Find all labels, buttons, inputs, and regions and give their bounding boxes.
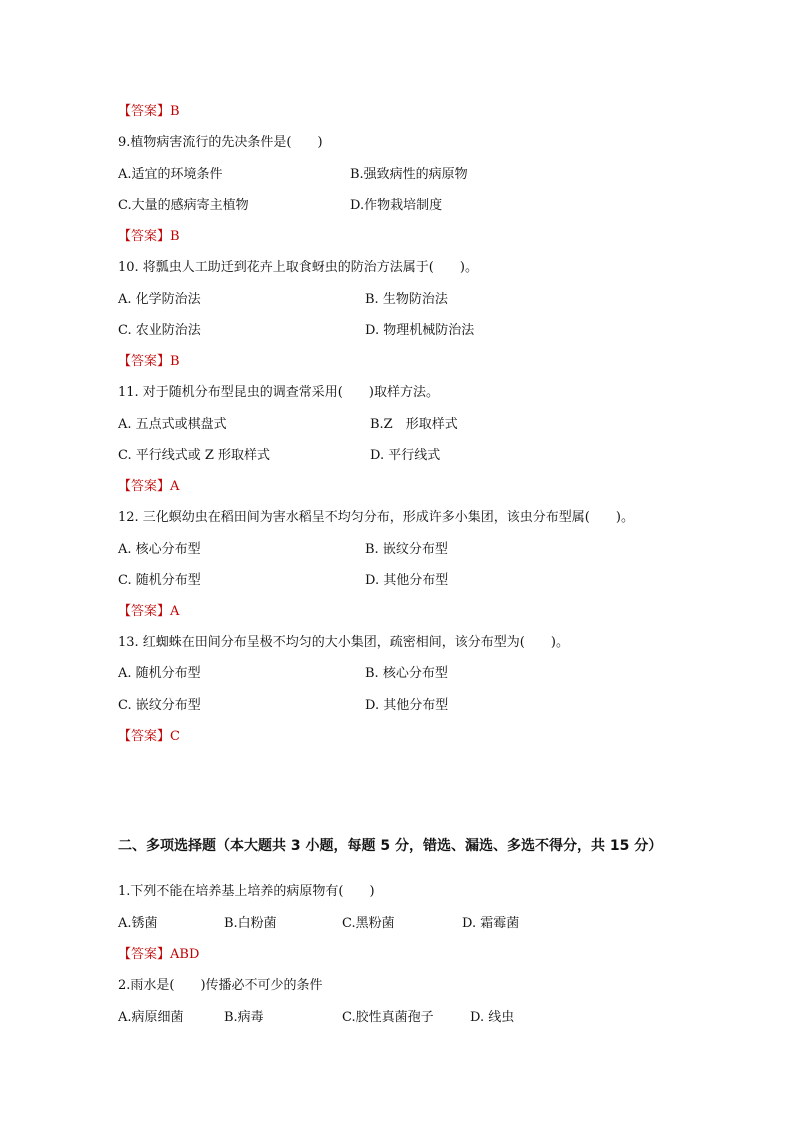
mc1-option-b: B.白粉菌	[224, 916, 277, 931]
q9-option-a: A.适宜的环境条件	[118, 167, 223, 182]
q12-option-b: B. 嵌纹分布型	[365, 542, 448, 557]
q11-option-c: C. 平行线式或 Z 形取样式	[118, 448, 271, 463]
q11-option-b: B.Z 形取样式	[370, 417, 458, 432]
section-heading-multiple-choice: 二、多项选择题（本大题共 3 小题，每题 5 分，错选、漏选、多选不得分，共 15 分）	[118, 838, 663, 854]
q12-option-a: A. 核心分布型	[118, 542, 201, 557]
question-12-stem: 12. 三化螟幼虫在稻田间为害水稻呈不均匀分布，形成许多小集团，该虫分布型属( )。	[118, 510, 634, 525]
q13-option-d: D. 其他分布型	[365, 698, 449, 713]
q9-option-b: B.强致病性的病原物	[350, 167, 468, 182]
question-11-stem: 11. 对于随机分布型昆虫的调查常采用( )取样方法。	[118, 385, 439, 400]
answer-q13: 【答案】C	[118, 729, 180, 744]
mc2-option-c: C.胶性真菌孢子	[342, 1010, 434, 1025]
mc2-option-d: D. 线虫	[470, 1010, 515, 1025]
answer-q9: 【答案】B	[118, 229, 180, 244]
mc1-option-c: C.黑粉菌	[342, 916, 395, 931]
q13-option-b: B. 核心分布型	[365, 666, 448, 681]
q10-option-b: B. 生物防治法	[365, 292, 448, 307]
mc1-option-d: D. 霜霉菌	[462, 916, 520, 931]
mc1-option-a: A.锈菌	[118, 916, 158, 931]
q12-option-d: D. 其他分布型	[365, 573, 449, 588]
q10-option-d: D. 物理机械防治法	[365, 323, 475, 338]
answer-tag: 【答案】	[118, 104, 171, 119]
q10-option-c: C. 农业防治法	[118, 323, 201, 338]
answer-q8: 【答案】B	[118, 104, 180, 119]
q11-option-d: D. 平行线式	[370, 448, 441, 463]
answer-q12: 【答案】A	[118, 604, 180, 619]
mc-question-1-stem: 1.下列不能在培养基上培养的病原物有( )	[118, 884, 375, 899]
question-10-stem: 10. 将瓢虫人工助迁到花卉上取食蚜虫的防治方法属于( )。	[118, 260, 478, 275]
q9-option-c: C.大量的感病寄主植物	[118, 198, 249, 213]
mc2-option-b: B.病毒	[224, 1010, 264, 1025]
q13-option-c: C. 嵌纹分布型	[118, 698, 201, 713]
question-9-stem: 9.植物病害流行的先决条件是( )	[118, 135, 323, 150]
q13-option-a: A. 随机分布型	[118, 666, 201, 681]
q10-option-a: A. 化学防治法	[118, 292, 201, 307]
q11-option-a: A. 五点式或棋盘式	[118, 417, 227, 432]
q12-option-c: C. 随机分布型	[118, 573, 201, 588]
question-13-stem: 13. 红蜘蛛在田间分布呈极不均匀的大小集团，疏密相间，该分布型为( )。	[118, 635, 569, 650]
answer-q10: 【答案】B	[118, 354, 180, 369]
q9-option-d: D.作物栽培制度	[350, 198, 443, 213]
mc2-option-a: A.病原细菌	[118, 1010, 184, 1025]
answer-q11: 【答案】A	[118, 479, 180, 494]
answer-mc1: 【答案】ABD	[118, 947, 200, 962]
mc-question-2-stem: 2.雨水是( )传播必不可少的条件	[118, 978, 323, 993]
